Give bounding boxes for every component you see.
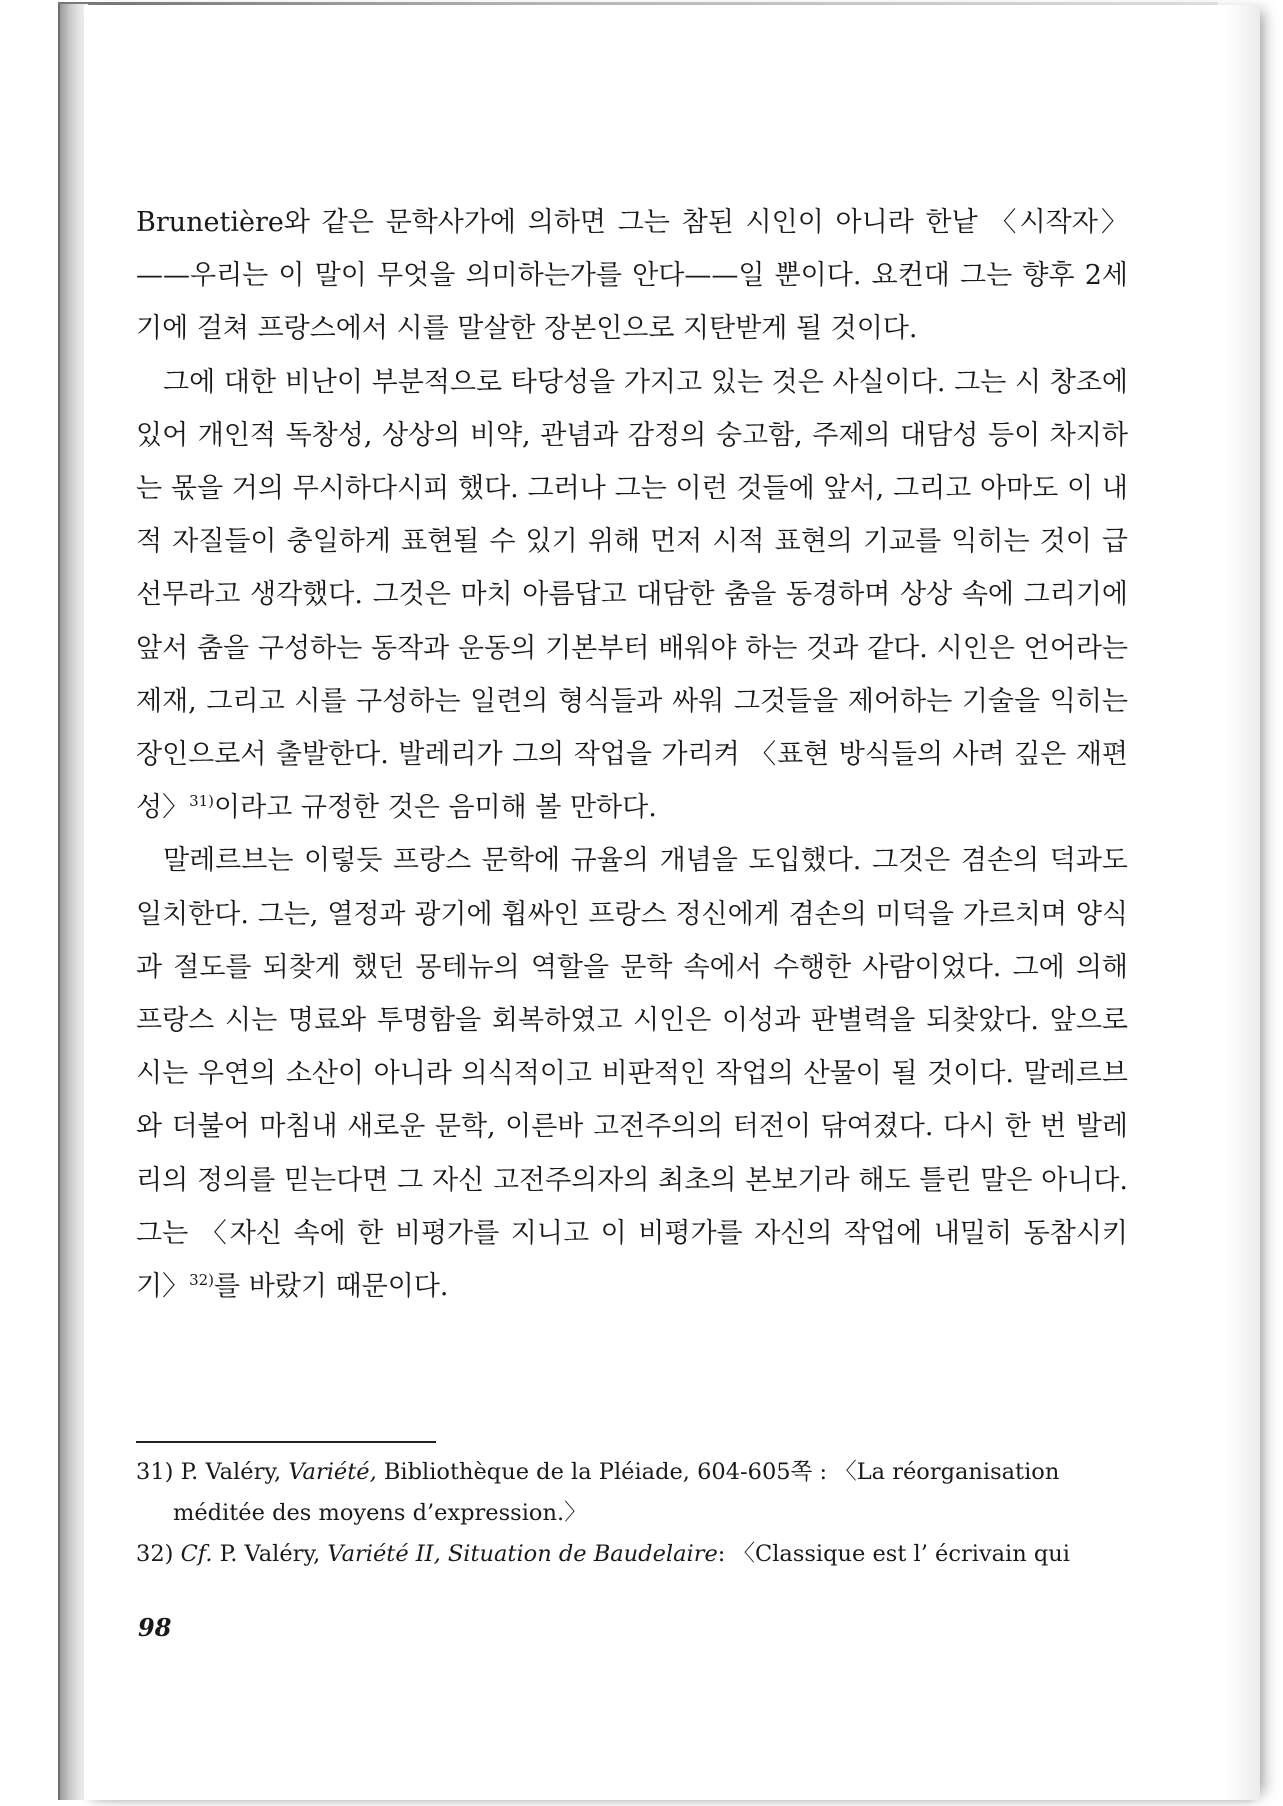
footnote-32-work: Variété II, Situation de Baudelaire	[327, 1541, 718, 1567]
paragraph-2-text-end: 이라고 규정한 것은 음미해 볼 만하다.	[214, 792, 657, 824]
footnote-32-author: P. Valéry,	[219, 1541, 321, 1567]
footnote-ref-31[interactable]: 31)	[189, 792, 215, 811]
footnotes	[136, 1452, 1136, 1575]
footnote-31-continuation	[136, 1493, 1136, 1534]
paragraph-3	[136, 834, 1128, 1313]
page-number: 98	[138, 1613, 172, 1642]
footnote-32-number: 32)	[136, 1541, 174, 1567]
footnote-31	[136, 1452, 1136, 1493]
paragraph-3-text-end: 를 바랐기 때문이다.	[214, 1271, 449, 1303]
paragraph-1	[136, 196, 1128, 356]
body-text	[136, 196, 1128, 1313]
footnote-31-rest: Bibliothèque de la Pléiade, 604-605쪽 : 〈La réorganisation	[383, 1459, 1060, 1485]
footnote-31-work: Variété,	[288, 1459, 377, 1485]
footnote-31-number: 31)	[136, 1459, 174, 1485]
footnote-ref-32[interactable]: 32)	[189, 1271, 215, 1290]
paragraph-2	[136, 356, 1128, 835]
footnote-31-author: P. Valéry,	[180, 1459, 282, 1485]
footnote-32-rest: : 〈Classique est l’ écrivain qui	[717, 1541, 1070, 1567]
footnote-separator	[136, 1441, 436, 1443]
paragraph-2-text: 그에 대한 비난이 부분적으로 타당성을 가지고 있는 것은 사실이다. 그는 시 창조에 있어 개인적 독창성, 상상의 비약, 관념과 감정의 숭고함, 주제의 대담성 등이 차지하는 몫을 거의 무시하다시피 했다. 그러나 그는 이런 것들에 앞서, 그리고 아마도 이 내적 자질들이 충일하게 표현될 수 있기 위해 먼저 시적 표현의 기교를 익히는 것이 급선무라고 생각했다. 그것은 마치 아름답고 대담한 춤을 동경하며 상상 속에 그리기에 앞서 춤을 구성하는 동작과 운동의 기본부터 배워야 하는 것과 같다. 시인은 언어라는 제재, 그리고 시를 구성하는 일련의 형식들과 싸워 그것들을 제어하는 기술을 익히는 장인으로서 출발한다. 발레리가 그의 작업을 가리켜 〈표현 방식들의 사려 깊은 재편성〉	[136, 366, 1128, 824]
footnote-32-cf: Cf.	[180, 1541, 213, 1567]
footnote-32	[136, 1534, 1136, 1575]
footnote-31-continuation-text: méditée des moyens d’expression.〉	[173, 1500, 587, 1526]
paragraph-3-text: 말레르브는 이렇듯 프랑스 문학에 규율의 개념을 도입했다. 그것은 겸손의 덕과도 일치한다. 그는, 열정과 광기에 휩싸인 프랑스 정신에게 겸손의 미덕을 가르치며 양식과 절도를 되찾게 했던 몽테뉴의 역할을 문학 속에서 수행한 사람이었다. 그에 의해 프랑스 시는 명료와 투명함을 회복하였고 시인은 이성과 판별력을 되찾았다. 앞으로 시는 우연의 소산이 아니라 의식적이고 비판적인 작업의 산물이 될 것이다. 말레르브와 더불어 마침내 새로운 문학, 이른바 고전주의의 터전이 닦여졌다. 다시 한 번 발레리의 정의를 믿는다면 그 자신 고전주의자의 최초의 본보기라 해도 틀린 말은 아니다. 그는 〈자신 속에 한 비평가를 지니고 이 비평가를 자신의 작업에 내밀히 동참시키기〉	[136, 845, 1128, 1303]
page-right-shade	[1226, 5, 1260, 1800]
paragraph-1-text: Brunetière와 같은 문학사가에 의하면 그는 참된 시인이 아니라 한낱 〈시작자〉——우리는 이 말이 무엇을 의미하는가를 안다——일 뿐이다. 요컨대 그는 향후 2세기에 걸쳐 프랑스에서 시를 말살한 장본인으로 지탄받게 될 것이다.	[136, 207, 1128, 345]
